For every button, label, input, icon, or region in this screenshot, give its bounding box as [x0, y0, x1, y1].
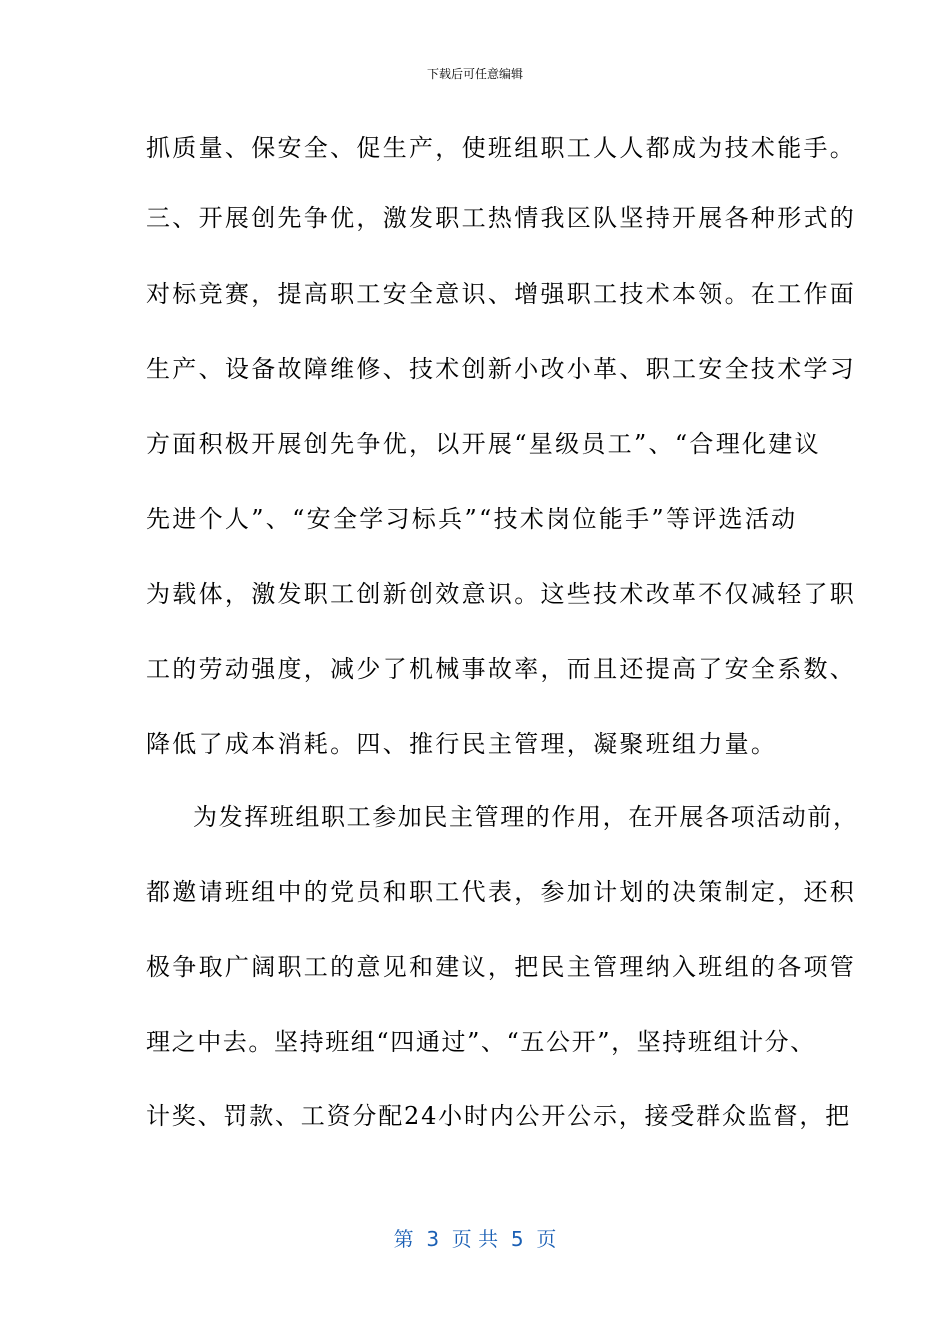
body-line-1: 抓质量、保安全、促生产，使班组职工人人都成为技术能手。 [146, 134, 857, 162]
body-line-13: 理之中去。坚持班组“四通过”、“五公开”，坚持班组计分、 [146, 1028, 816, 1056]
body-line-8: 工的劳动强度，减少了机械事故率，而且还提高了安全系数、 [146, 655, 857, 683]
body-line-6: 先进个人”、“安全学习标兵”“技术岗位能手”等评选活动 [146, 505, 798, 533]
body-line-7: 为载体，激发职工创新创效意识。这些技术改革不仅减轻了职 [146, 580, 857, 608]
body-paragraph-first-line: 为发挥班组职工参加民主管理的作用，在开展各项活动前， [193, 803, 859, 831]
body-line-5: 方面积极开展创先争优，以开展“星级员工”、“合理化建议 [146, 430, 821, 458]
body-line-4: 生产、设备故障维修、技术创新小改小革、职工安全技术学习 [146, 355, 857, 383]
body-line-3: 对标竞赛，提高职工安全意识、增强职工技术本领。在工作面 [146, 280, 857, 308]
page-number-footer: 第 3 页 共 5 页 [393, 1227, 557, 1251]
body-line-9: 降低了成本消耗。四、推行民主管理，凝聚班组力量。 [146, 730, 778, 758]
body-line-11: 都邀请班组中的党员和职工代表，参加计划的决策制定，还积 [146, 878, 857, 906]
body-line-2: 三、开展创先争优，激发职工热情我区队坚持开展各种形式的 [146, 204, 857, 232]
body-line-14: 计奖、罚款、工资分配24小时内公开公示，接受群众监督，把 [146, 1102, 851, 1130]
body-line-12: 极争取广阔职工的意见和建议，把民主管理纳入班组的各项管 [146, 953, 857, 981]
page-header-note: 下载后可任意编辑 [426, 67, 523, 81]
